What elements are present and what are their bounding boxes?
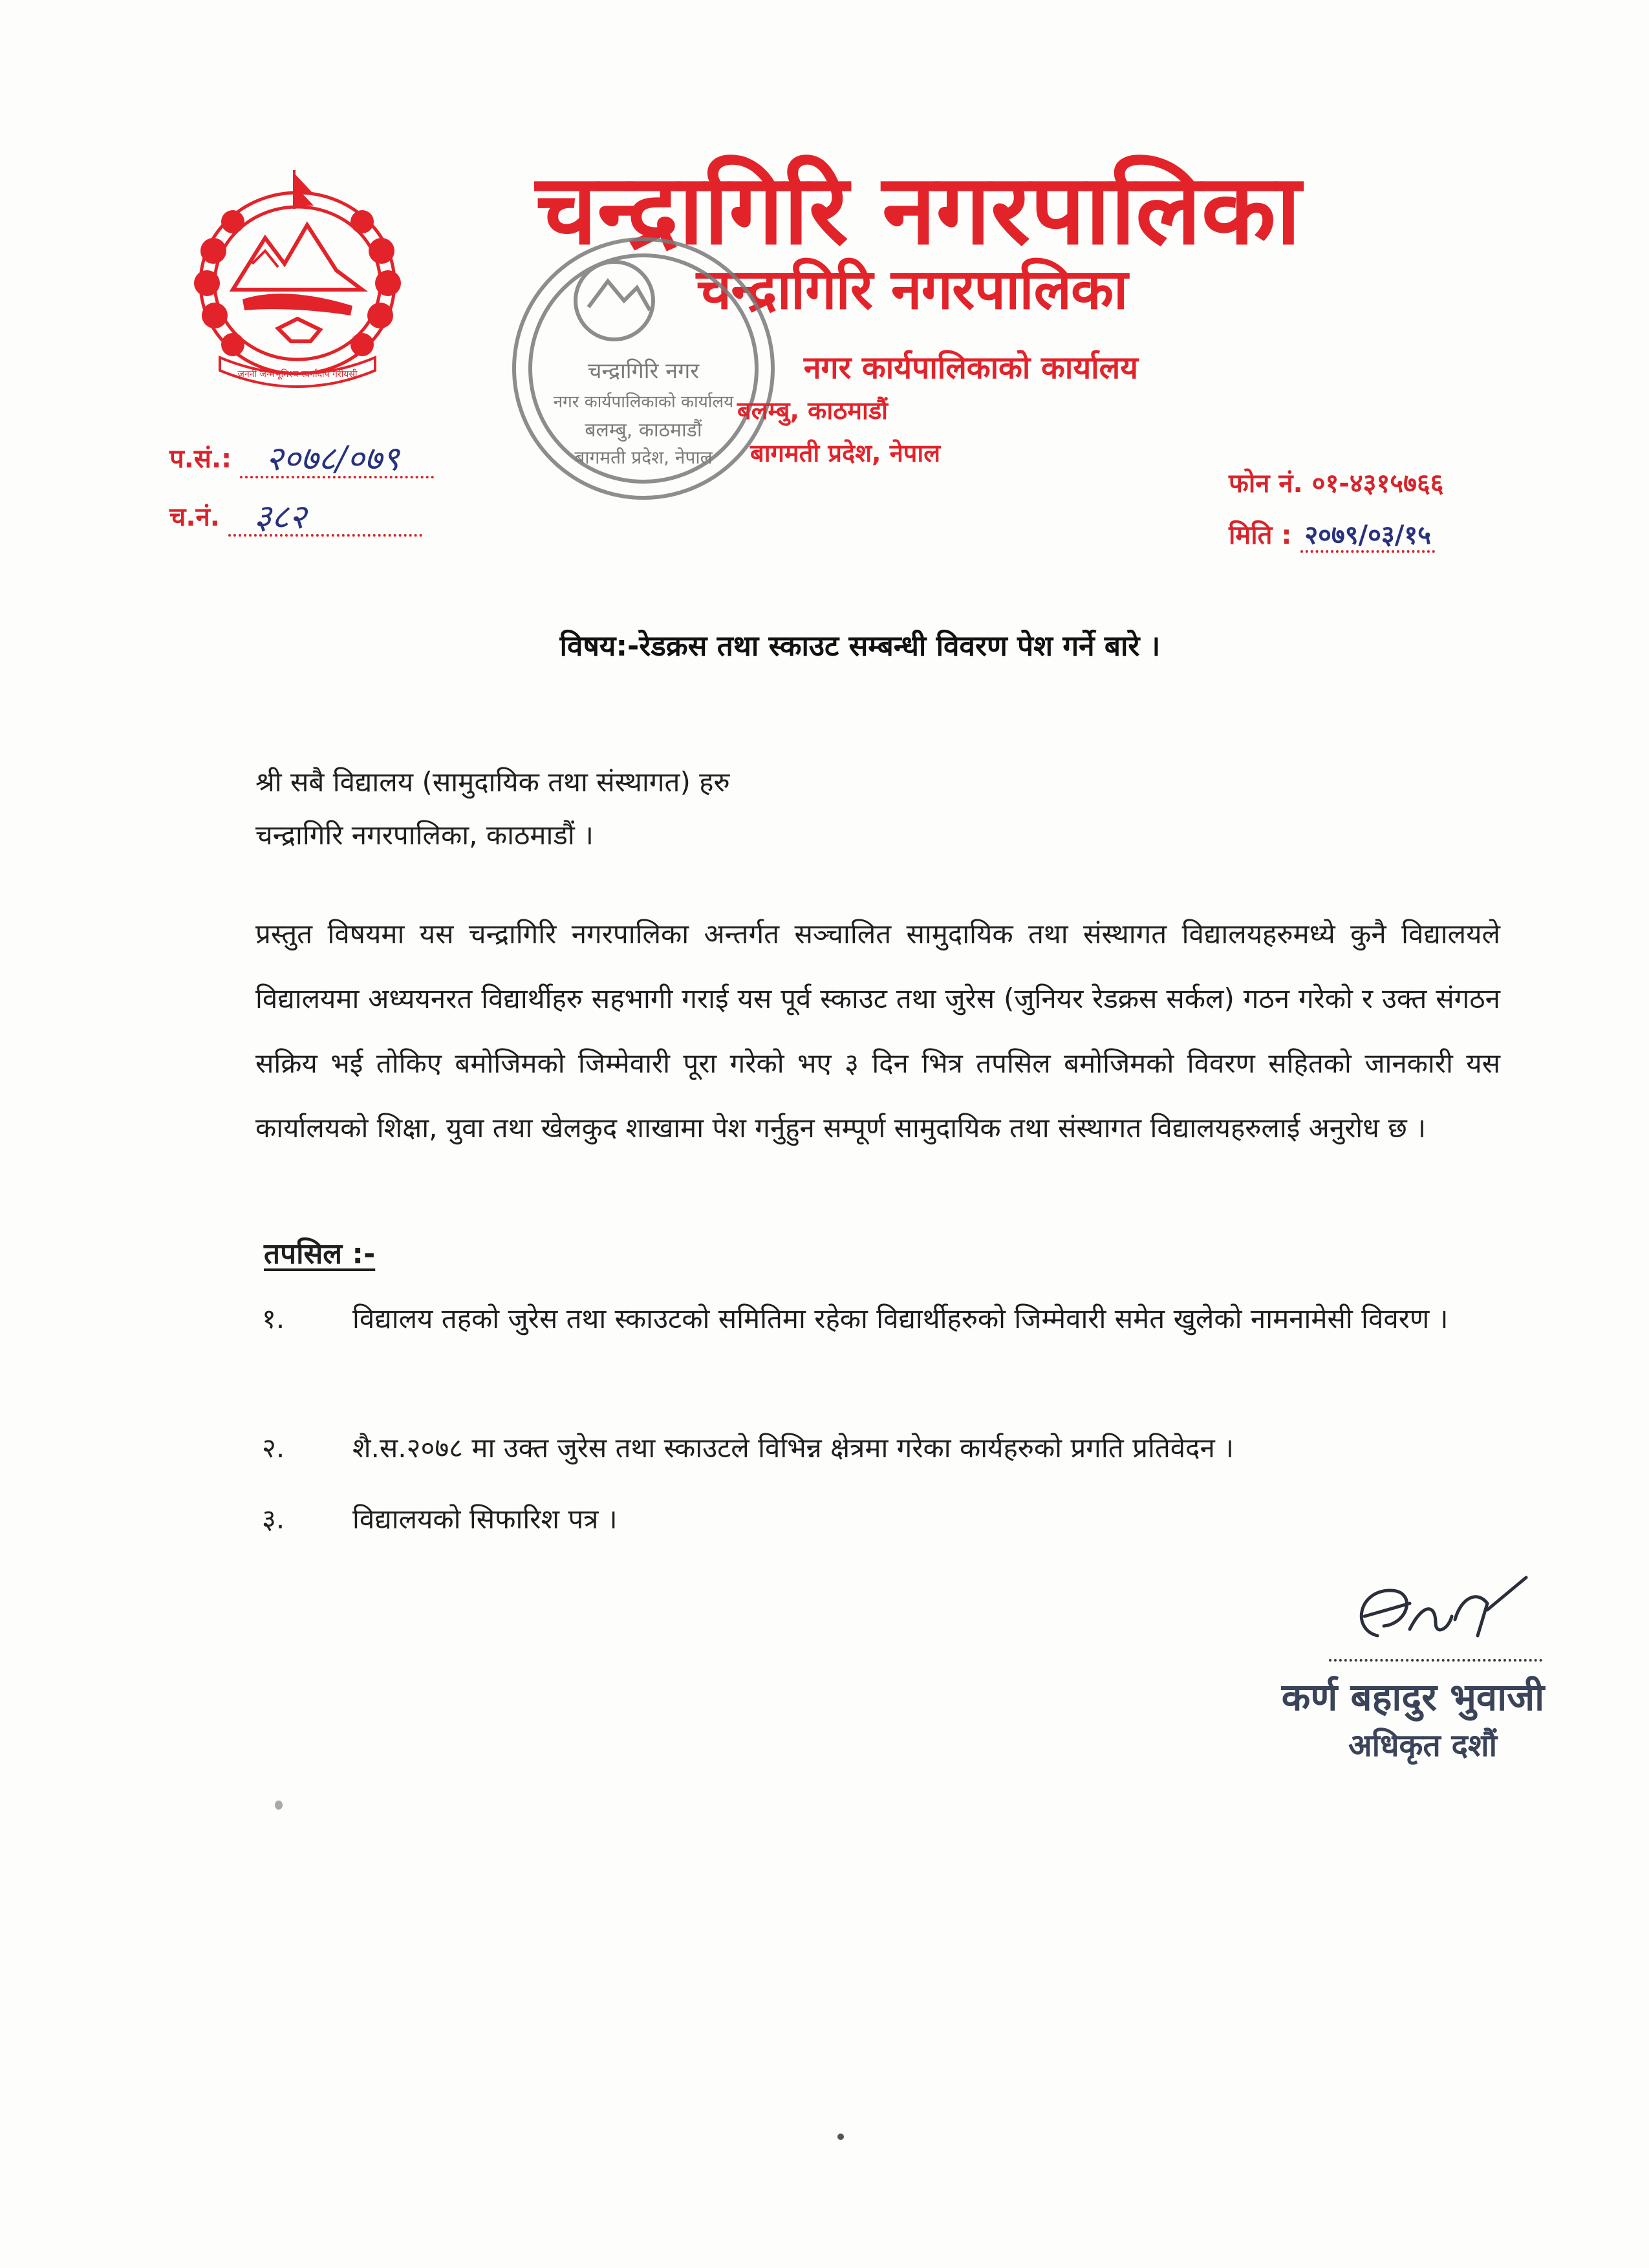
stamp-line-3: बलम्बु, काठमाडौं [585, 419, 702, 442]
patra-sankhya-value: २०७८/०७९ [265, 440, 400, 478]
emblem-motto: जननी जन्मभूमिश्च स्वर्गादपि गरीयसी [237, 369, 358, 380]
tapsil-item-number: ३. [262, 1503, 285, 1535]
tapsil-item-text: विद्यालयको सिफारिश पत्र । [352, 1503, 618, 1535]
office-name: नगर कार्यपालिकाको कार्यालय [803, 350, 1138, 386]
letterhead-title-repeat: चन्द्रागिरि नगरपालिका [696, 257, 1128, 322]
scan-speck [837, 2134, 844, 2140]
date-row [1229, 517, 1591, 553]
office-address: बलम्बु, काठमाडौं [737, 396, 889, 425]
tapsil-heading: तपसिल :- [264, 1237, 376, 1270]
recipient-line-1: श्री सबै विद्यालय (सामुदायिक तथा संस्थागत) हरु [255, 766, 730, 798]
recipient-line-2: चन्द्रागिरि नगरपालिका, काठमाडौं । [255, 819, 594, 851]
date-label: मिति : [1229, 520, 1292, 550]
tapsil-item-number: १. [262, 1303, 285, 1334]
stamp-line-4: बागमती प्रदेश, नेपाल [574, 447, 713, 468]
stamp-line-1: चन्द्रागिरि नगर [587, 358, 700, 384]
phone-label: फोन नं. [1229, 469, 1303, 498]
handwritten-signature-icon [1339, 1565, 1546, 1668]
nepal-government-emblem-icon [181, 160, 414, 393]
phone-row [1229, 465, 1591, 502]
tapsil-item-text: विद्यालय तहको जुरेस तथा स्काउटको समितिमा रहेका विद्यार्थीहरुको जिम्मेवारी समेत खुलेको नामनामेसी विवरण । [352, 1303, 1449, 1334]
signature-line [1329, 1655, 1542, 1662]
signatory-name: कर्ण बहादुर भुवाजी [1281, 1675, 1545, 1719]
office-province: बागमती प्रदेश, नेपाल [750, 439, 940, 467]
tapsil-item-number: २. [262, 1432, 285, 1464]
phone-value: ०१-४३१५७६६ [1311, 469, 1444, 498]
letter-subject: विषय:-रेडक्रस तथा स्काउट सम्बन्धी विवरण पेश गर्ने बारे । [559, 630, 1161, 663]
stamp-line-2: नगर कार्यपालिकाको कार्यालय [553, 392, 734, 412]
patra-sankhya-field [240, 440, 434, 478]
scan-speck [275, 1801, 283, 1810]
patra-sankhya-row [169, 440, 454, 478]
letterhead-title: चन्द्रागिरि नगरपालिका [535, 154, 1301, 266]
date-value: २०७९/०३/१५ [1300, 520, 1435, 553]
chalani-number-row [169, 498, 454, 537]
signatory-designation: अधिकृत दशौं [1348, 1728, 1498, 1764]
patra-sankhya-label: प.सं.: [169, 444, 232, 474]
chalani-number-field [228, 498, 422, 537]
chalani-number-label: च.नं. [169, 502, 220, 532]
chalani-number-value: ३८२ [253, 498, 307, 537]
tapsil-item-text: शै.स.२०७८ मा उक्त जुरेस तथा स्काउटले विभिन्न क्षेत्रमा गरेका कार्यहरुको प्रगति प्रतिवेदन । [352, 1432, 1234, 1464]
body-paragraph: प्रस्तुत विषयमा यस चन्द्रागिरि नगरपालिका अन्तर्गत सञ्चालित सामुदायिक तथा संस्थागत विद्यालयहरुमध्ये कुनै विद्यालयले विद्यालयमा अध्ययनरत विद्यार्थीहरु सहभागी गराई यस पूर्व स्काउट तथा जुरेस (जुनियर रेडक्रस सर्कल) गठन गरेको र उक्त संगठन सक्रिय भई तोकिए बमोजिमको जिम्मेवारी पूरा गरेको भए ३ दिन भित्र तपसिल बमोजिमको विवरण सहितको जानकारी यस कार्यालयको शिक्षा, युवा तथा खेलकुद शाखामा पेश गर्नुहुन सम्पूर्ण सामुदायिक तथा संस्थागत विद्यालयहरुलाई अनुरोध छ । [255, 918, 1500, 1144]
